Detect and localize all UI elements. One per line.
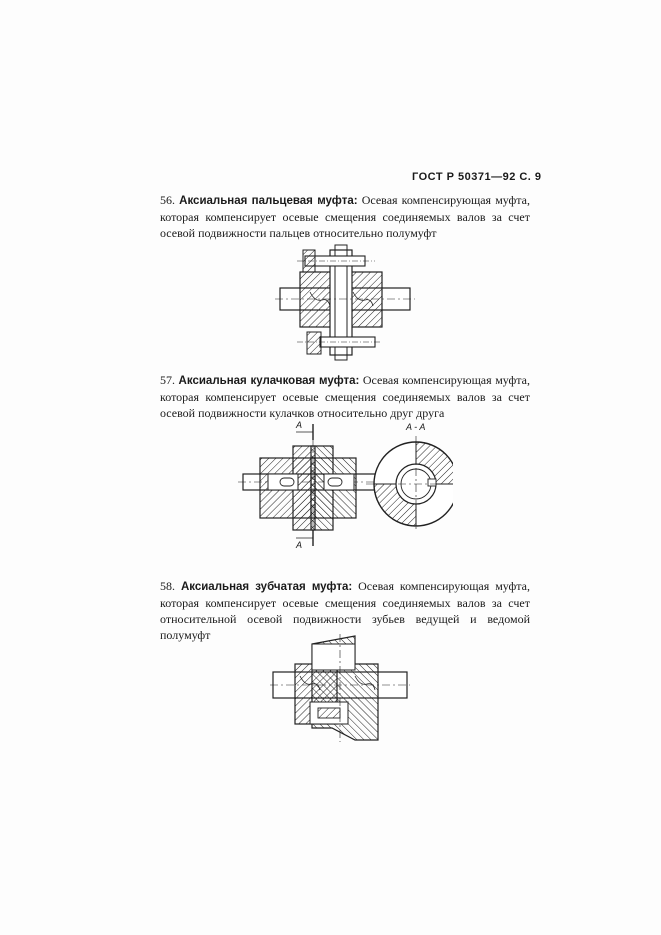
- section-definition: Осевая компенсирующая муфта, которая компенсирует осевые смещения соединяемых валов за счет относительной осевой подвижности зубьев ведущей и ведомой полумуфт: [160, 579, 530, 642]
- section-view-title: A - A: [406, 422, 426, 432]
- section-56: [160, 192, 530, 241]
- page-header: ГОСТ Р 50371—92 С. 9: [412, 171, 542, 183]
- section-number: 57.: [160, 373, 175, 387]
- section-number: 56.: [160, 193, 175, 207]
- section-label-top: A: [296, 420, 303, 430]
- pin-coupling-drawing: [275, 240, 415, 365]
- section-term: Аксиальная кулачковая муфта:: [178, 375, 360, 387]
- section-term: Аксиальная зубчатая муфта:: [180, 581, 353, 593]
- section-definition: Осевая компенсирующая муфта, которая компенсирует осевые смещения соединяемых валов за счет осевой подвижности пальцев относительно полумуфт: [160, 193, 530, 240]
- jaw-coupling-drawing: [238, 418, 453, 553]
- section-term: Аксиальная пальцевая муфта:: [179, 195, 358, 207]
- section-label-bottom: A: [296, 540, 303, 550]
- gear-coupling-drawing: [270, 632, 410, 744]
- section-number: 58.: [160, 579, 175, 593]
- section-definition: Осевая компенсирующая муфта, которая компенсирует осевые смещения соединяемых валов за счет осевой подвижности кулачков относительно друг друга: [160, 373, 530, 420]
- section-57: [160, 372, 530, 421]
